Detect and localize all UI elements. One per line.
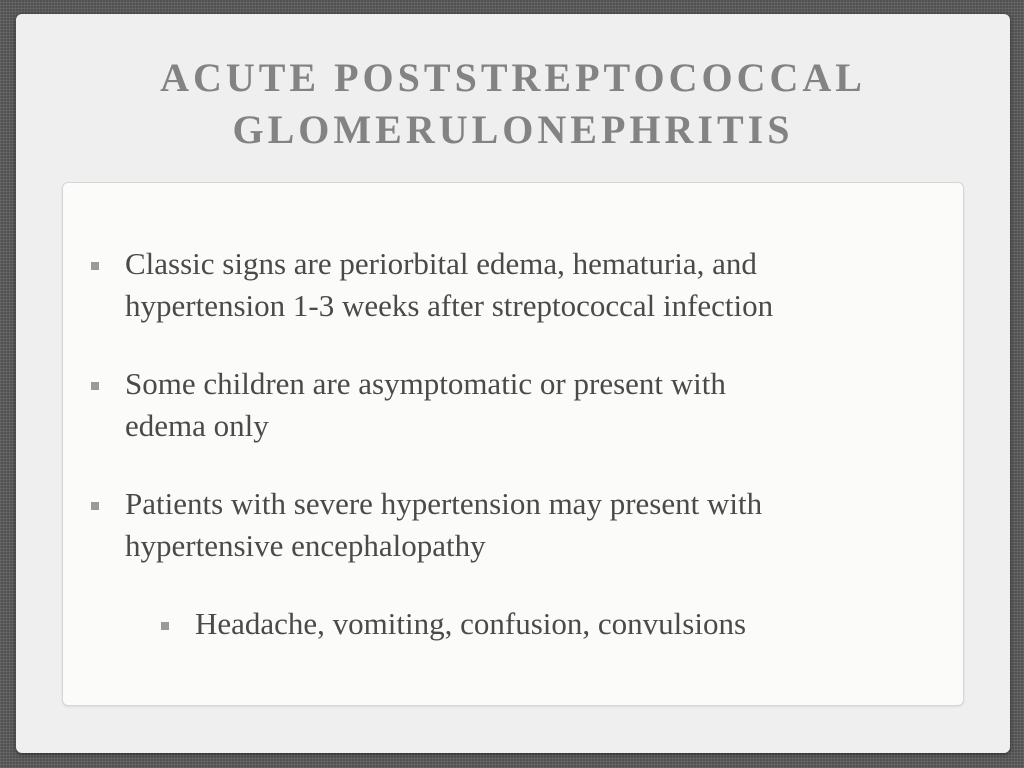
bullet-line: Patients with severe hypertension may present with: [125, 486, 763, 521]
bullet-square-icon: [91, 382, 99, 390]
bullet-square-icon: [91, 262, 99, 270]
title-line-2: GLOMERULONEPHRITIS: [232, 107, 794, 152]
bullet-text: [125, 363, 726, 447]
bullet-line: hypertension 1-3 weeks after streptococcal infection: [125, 288, 774, 323]
bullet-text: [195, 603, 746, 645]
bullet-line: edema only: [125, 408, 269, 443]
slide-title: [16, 52, 1010, 156]
bullet-text: [125, 243, 773, 327]
bullet-square-icon: [161, 622, 169, 630]
bullet-square-icon: [91, 502, 99, 510]
slide: [16, 14, 1010, 753]
bullet-text: [125, 483, 762, 567]
content-box: [62, 182, 964, 706]
title-line-1: ACUTE POSTSTREPTOCOCCAL: [160, 55, 866, 100]
bullet-line: Classic signs are periorbital edema, hematuria, and: [125, 246, 757, 281]
bullet-line: hypertensive encephalopathy: [125, 528, 486, 563]
bullet-line: Some children are asymptomatic or present with: [125, 366, 726, 401]
bullet-line: Headache, vomiting, confusion, convulsions: [195, 606, 747, 641]
